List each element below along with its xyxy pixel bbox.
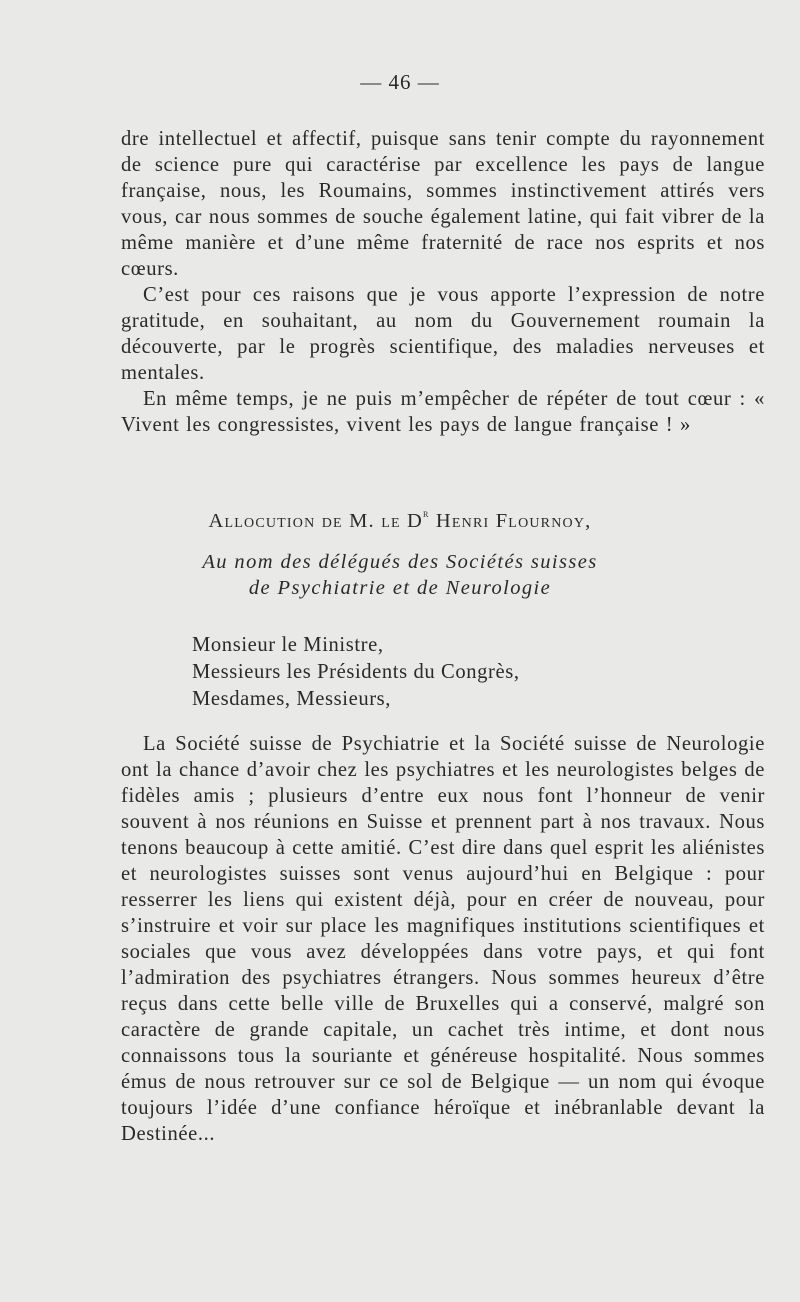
salutation-line: Messieurs les Présidents du Congrès, <box>192 661 520 683</box>
intro-text <box>121 126 765 438</box>
allocution-title-sup: r <box>423 508 430 520</box>
salutation-line: Mesdames, Messieurs, <box>192 688 392 710</box>
allocution-subtitle-line-1: Au nom des délégués des Sociétés suisses <box>202 551 598 573</box>
intro-paragraph-3: En même temps, je ne puis m’empêcher de répéter de tout cœur : « Vivent les congressistes, vivent les pays de langue française ! » <box>121 388 765 436</box>
intro-paragraph-2: C’est pour ces raisons que je vous apporte l’expression de notre gratitude, en souhaitant, au nom du Gouvernement roumain la découverte, par le progrès scientifique, des maladies nerveuses et mentales. <box>121 284 765 384</box>
allocution-title <box>0 510 800 533</box>
allocution-title-start: Allocution de M. le D <box>208 510 424 532</box>
allocution-title-end: Henri Flournoy, <box>429 510 592 532</box>
intro-paragraph-1: dre intellectuel et affectif, puisque sans tenir compte du rayonnement de science pure qui caractérise par excellence les pays de langue française, nous, les Roumains, sommes instinctivement attirés vers vous, car nous sommes de souche également latine, qui fait vibrer de la même manière et d’une même fraternité de race nos esprits et nos cœurs. <box>121 128 765 280</box>
speech-paragraph: La Société suisse de Psychiatrie et la Société suisse de Neurologie ont la chance d’avoir chez les psychiatres et les neurologistes belges de fidèles amis ; plusieurs d’entre eux nous font l’honneur de venir souvent à nos réunions en Suisse et prennent part à nos travaux. Nous tenons beaucoup à cette amitié. C’est dire dans quel esprit les aliénistes et neurologistes suisses sont venus aujourd’hui en Belgique : pour resserrer les liens qui existent déjà, pour en créer de nouveau, pour s’instruire et voir sur place les magnifiques institutions scientifiques et sociales que vous avez développées dans votre pays, et qui font l’admiration des psychiatres étrangers. Nous sommes heureux d’être reçus dans cette belle ville de Bruxelles qui a conservé, malgré son caractère de grande capitale, un cachet très intime, et dont nous connaissons tous la souriante et généreuse hospitalité. Nous sommes émus de nous retrouver sur ce sol de Belgique — un nom qui évoque toujours l’idée d’une confiance héroïque et inébranlable devant la Destinée... <box>121 733 765 1145</box>
allocution-subtitle-line-2: de Psychiatrie et de Neurologie <box>248 577 552 599</box>
salutation-line: Monsieur le Ministre, <box>192 634 384 656</box>
page-number: — 46 — <box>360 70 440 94</box>
speech-text <box>121 731 765 1147</box>
salutations <box>192 632 520 713</box>
